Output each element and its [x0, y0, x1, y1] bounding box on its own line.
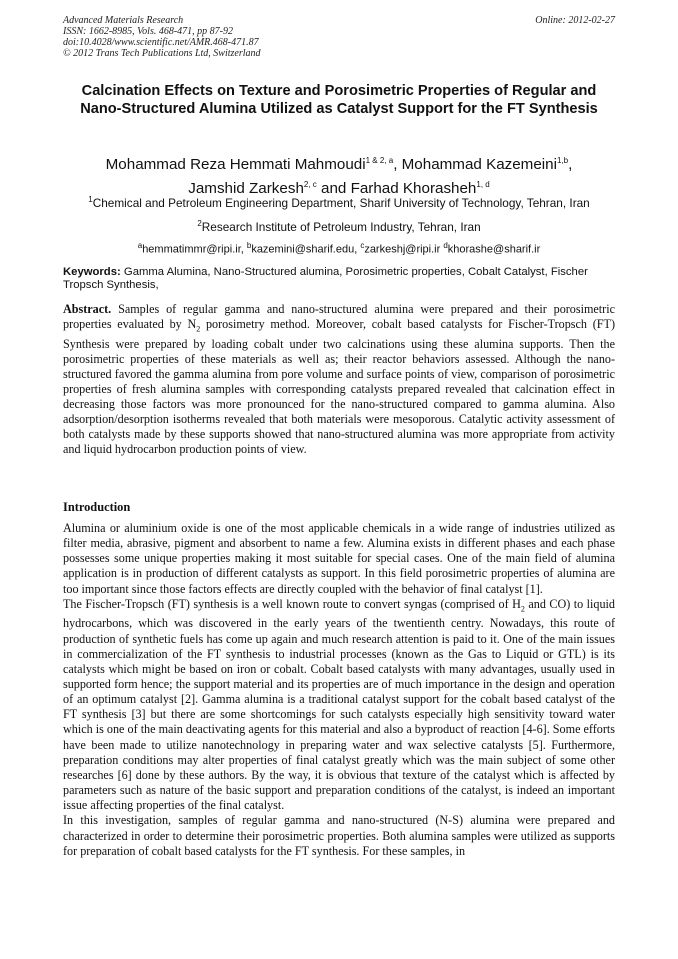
email-address[interactable]: zarkeshj@ripi.ir — [364, 243, 444, 256]
author-affiliation-mark: 1, d — [476, 180, 490, 190]
keywords-block — [63, 266, 615, 292]
paragraph — [63, 597, 615, 814]
copyright-line: © 2012 Trans Tech Publications Ltd, Switzerland — [63, 48, 261, 59]
introduction-body — [63, 521, 615, 859]
affiliation-mark: 2 — [197, 219, 202, 228]
paragraph-text: The Fischer-Tropsch (FT) synthesis is a well known route to convert syngas (comprised of H — [63, 596, 521, 611]
author-separator: , — [568, 156, 573, 174]
email-mark: a — [137, 241, 143, 250]
email-mark: b — [246, 241, 252, 250]
paper-title: Calcination Effects on Texture and Porosimetric Properties of Regular and Nano-Structured Alumina Utilized as Catalyst Support for the FT Synthesis — [80, 83, 598, 117]
issn-line: ISSN: 1662-8985, Vols. 468-471, pp 87-92 — [63, 26, 233, 37]
author-affiliation-mark: 1 & 2, a — [365, 156, 394, 165]
affiliation-text: Research Institute of Petroleum Industry, Tehran, Iran — [201, 219, 481, 234]
email-address[interactable]: hemmatimmr@ripi.ir, — [142, 243, 247, 256]
affiliation-1 — [63, 192, 615, 211]
author-name: Mohammad Kazemeini — [401, 156, 557, 174]
author-name: Mohammad Reza Hemmati Mahmoudi — [105, 156, 366, 174]
author-name: Jamshid Zarkesh — [188, 180, 304, 198]
author-affiliation-mark: 2, c — [303, 180, 317, 190]
author-separator: and — [316, 180, 351, 198]
email-mark: d — [443, 241, 448, 250]
paragraph: In this investigation, samples of regular gamma and nano-structured (N-S) alumina were prepared and characterized in order to determine their porosimetric properties. Both alumina samples were utilized as supports for preparation of cobalt based catalysts for the FT synthesis. For these samples, in — [63, 813, 615, 858]
affiliation-text: Chemical and Petroleum Engineering Department, Sharif University of Technology, Tehran, Iran — [92, 195, 590, 210]
abstract-label: Abstract. — [63, 302, 112, 316]
journal-header — [63, 15, 615, 59]
section-heading-introduction: Introduction — [63, 500, 131, 514]
journal-name: Advanced Materials Research — [63, 15, 184, 26]
email-address[interactable]: kazemini@sharif.edu, — [251, 243, 361, 256]
doi-line: doi:10.4028/www.scientific.net/AMR.468-471.87 — [63, 37, 259, 48]
abstract-text: Samples of regular gamma and nano-structured alumina were prepared and their porosimetric properties evaluated by N — [63, 302, 615, 332]
author-affiliation-mark: 1,b — [556, 156, 569, 165]
email-address[interactable]: khorashe@sharif.ir — [447, 243, 541, 256]
paragraph: Alumina or aluminium oxide is one of the most applicable chemicals in a wide range of industries utilized as filter media, abrasive, pigment and absorbent to name a few. Alumina exists in different phases and each phase possesses some unique properties making it most suitable for special cases. One of the main field of alumina application is in production of different catalysts as support. In this field porosimetric properties of alumina are too important since those factors effects are directly coupled with the behavior of final catalyst [1]. — [63, 521, 615, 596]
email-mark: c — [360, 241, 365, 250]
affiliation-mark: 1 — [88, 195, 93, 204]
email-line — [63, 238, 615, 258]
subscript: 2 — [196, 324, 201, 334]
author-separator: , — [393, 156, 402, 174]
keywords-text: Gamma Alumina, Nano-Structured alumina, Porosimetric properties, Cobalt Catalyst, Fischer Tropsch Synthesis, — [63, 266, 588, 291]
abstract-text: porosimetry method. Moreover, cobalt based catalysts for Fischer-Tropsch (FT) Synthesis were prepared by loading cobalt under two calcinations using these alumina supports. Then the porosimetric properties of these materials as well as; their reactor behaviors assessed. Although the nano-structured favored the gamma alumina from pore volume and surface points of view, comparison of porosimetric properties of fresh alumina samples with corresponding catalysts prepared revealed that calcination effect in decreasing those factors was more pronounced for the nano-structured compared to gamma alumina. Also adsorption/desorption isotherms revealed that both materials were mesoporous. Catalytic activity assessment of both catalysts made by these supports showed that nano-structured alumina was more appropriate from activity and liquid hydrocarbon production points of view. — [63, 317, 615, 457]
abstract-block — [63, 302, 615, 457]
online-date: Online: 2012-02-27 — [535, 15, 615, 26]
subscript: 2 — [520, 604, 525, 614]
keywords-label: Keywords: — [63, 266, 121, 278]
author-name: Farhad Khorasheh — [350, 180, 477, 198]
paragraph-text: and CO) to liquid hydrocarbons, which was discovered in the early years of the twentienth centry. Nowadays, this route of production of synthetic fuels has come up again and much research attention is paid to it. One of the main issues in commercialization of the FT synthesis to industrial processes (known as the Gas to Liquid or GTL) is its catalysts which might be based on iron or cobalt. Cobalt based catalysts with many advantages, usually used in supported form hence; the support material and its properties are of much importance in the design and operation of an optimum catalyst [2]. Gamma alumina is a traditional catalyst support for the cobalt based catalyst of the FT synthesis [3] but there are some shortcomings for such catalysts especially high sensitivity toward water which is one of the main deactivating agents for this material and also a byproduct of reaction [4-6]. Some efforts have been made to utilize nanotechnology in preparing water and wax selective catalysts [5]. Furthermore, preparation conditions may alter properties of final catalyst greatly which was the main subject of some other researches [6] done by these authors. By the way, it is obvious that texture of the catalyst which is affected by parameters such as nature of the basic support and preparation conditions of the catalyst, is indeed an important issue affecting properties of the final catalyst. — [63, 596, 615, 813]
affiliation-2 — [63, 216, 615, 235]
